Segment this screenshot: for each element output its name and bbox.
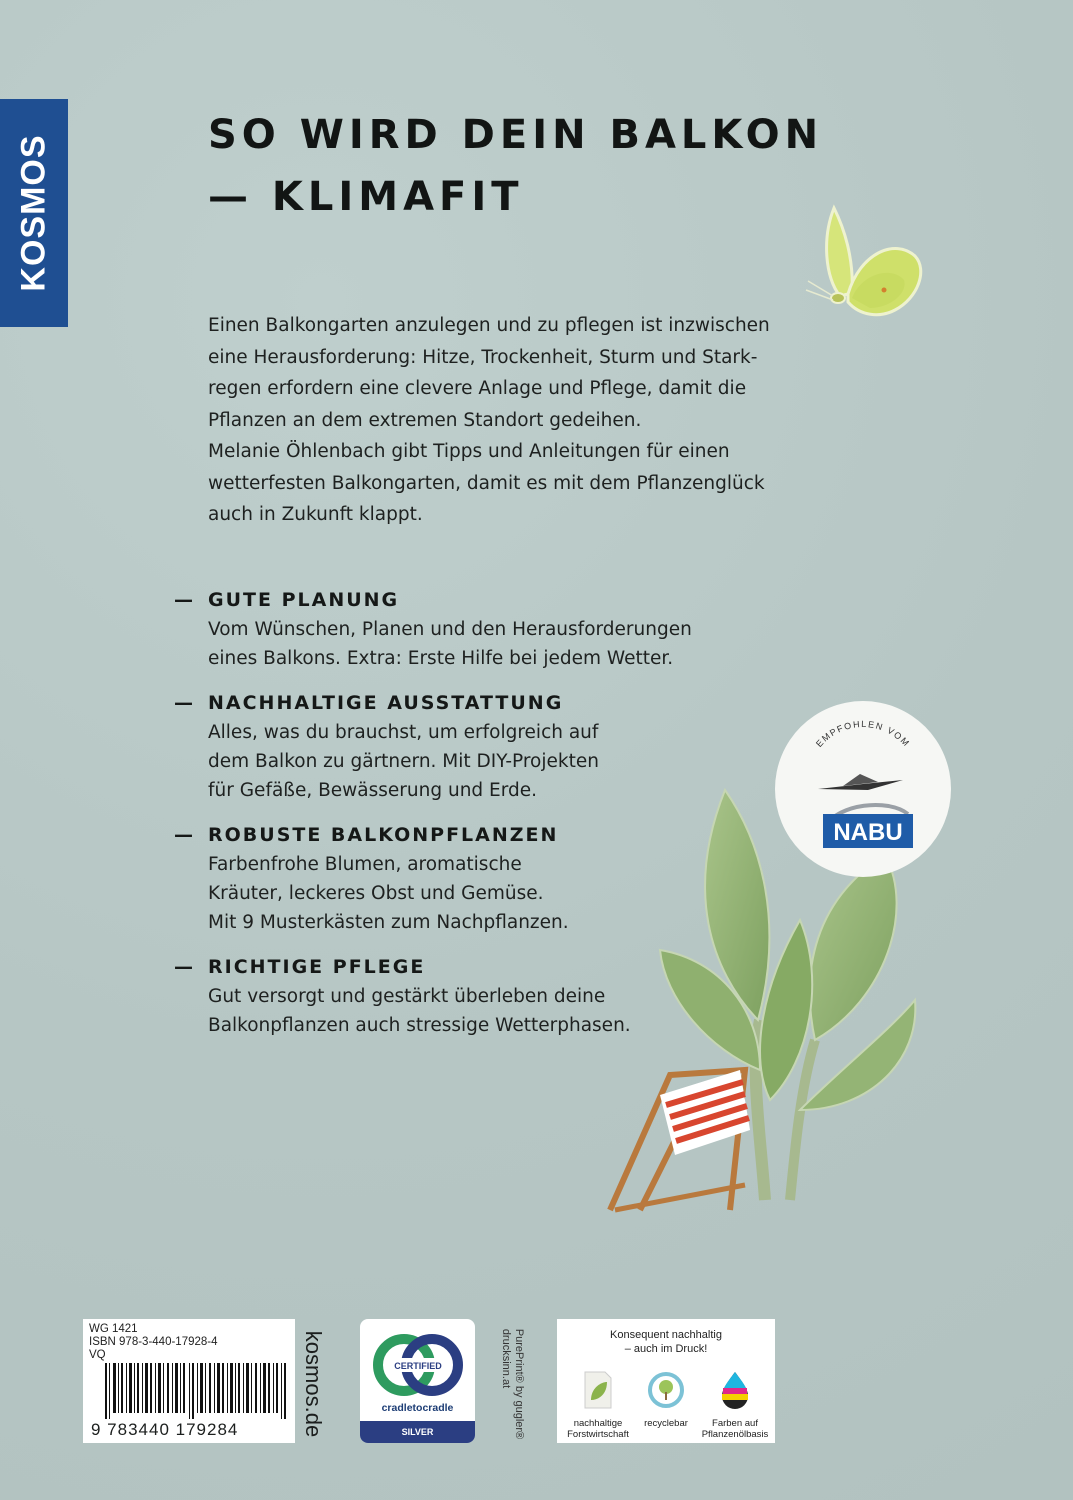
certified-text: CERTIFIED bbox=[394, 1361, 442, 1371]
headline-line-1: SO WIRD DEIN BALKON bbox=[208, 112, 824, 158]
sustainability-label: nachhaltige bbox=[573, 1418, 623, 1429]
wg-code: WG 1421 bbox=[89, 1323, 138, 1335]
blurb-line: wetterfesten Balkongarten, damit es mit dem Pflanzenglück bbox=[208, 472, 765, 494]
deck-chair-icon bbox=[610, 1070, 750, 1210]
feature-title-text: GUTE PLANUNG bbox=[208, 589, 400, 611]
feature-line: für Gefäße, Bewässerung und Erde. bbox=[208, 780, 538, 801]
publisher-name: KOSMOS bbox=[14, 134, 53, 292]
feature-title-text: RICHTIGE PFLEGE bbox=[208, 956, 426, 978]
barcode-digits: 9 783440 179284 bbox=[91, 1420, 239, 1439]
cradle-to-cradle-icon bbox=[372, 1327, 464, 1401]
cradle-certificate bbox=[360, 1319, 475, 1443]
dash: — bbox=[174, 589, 193, 611]
feature-line: Vom Wünschen, Planen und den Herausforderungen bbox=[208, 619, 692, 640]
feature-line: Kräuter, leckeres Obst und Gemüse. bbox=[208, 883, 544, 904]
feature-item bbox=[174, 586, 734, 673]
feature-line: eines Balkons. Extra: Erste Hilfe bei jedem Wetter. bbox=[208, 648, 674, 669]
butterfly-icon bbox=[806, 208, 921, 315]
nabu-badge bbox=[768, 694, 958, 884]
feature-title-text: NACHHALTIGE AUSSTATTUNG bbox=[208, 692, 564, 714]
printer-line: PurePrint® by gugler® bbox=[513, 1328, 525, 1440]
sustainability-label: Farben auf bbox=[712, 1418, 758, 1429]
sustainability-item bbox=[700, 1370, 770, 1440]
feature-line: Farbenfrohe Blumen, aromatische bbox=[208, 854, 522, 875]
feature-line: Mit 9 Musterkästen zum Nachpflanzen. bbox=[208, 912, 569, 933]
sustainability-heading-line: – auch im Druck! bbox=[624, 1343, 708, 1355]
barcode-icon bbox=[105, 1363, 289, 1419]
sustainability-label: Pflanzenölbasis bbox=[701, 1429, 769, 1440]
dash: — bbox=[174, 692, 193, 714]
blurb-line: eine Herausforderung: Hitze, Trockenheit, Sturm und Stark- bbox=[208, 346, 758, 368]
sustainability-label: Forstwirtschaft bbox=[567, 1429, 629, 1440]
sustainability-item bbox=[563, 1370, 633, 1440]
vq-code: VQ bbox=[89, 1349, 106, 1361]
feature-title-text: ROBUSTE BALKONPFLANZEN bbox=[208, 824, 559, 846]
feature-title bbox=[174, 689, 734, 718]
feature-line: Alles, was du brauchst, um erfolgreich auf bbox=[208, 722, 599, 743]
blurb-line: Melanie Öhlenbach gibt Tipps und Anleitungen für einen bbox=[208, 441, 730, 462]
feature-line: Gut versorgt und gestärkt überleben deine bbox=[208, 986, 606, 1007]
dash: — bbox=[174, 956, 193, 978]
cradle-label: cradletocradle bbox=[381, 1402, 454, 1414]
isbn-box bbox=[83, 1319, 295, 1443]
cradle-level: SILVER bbox=[360, 1421, 475, 1443]
printer-credit bbox=[499, 1329, 525, 1439]
blurb-line: regen erfordern eine clevere Anlage und Pflege, damit die bbox=[208, 378, 747, 399]
printer-line: drucksinn.at bbox=[500, 1328, 512, 1389]
headline bbox=[208, 104, 823, 228]
feature-line: Balkonpflanzen auch stressige Wetterphasen. bbox=[208, 1015, 631, 1036]
nabu-logo-text: NABU bbox=[833, 819, 903, 846]
sustainability-heading-line: Konsequent nachhaltig bbox=[610, 1329, 722, 1341]
website-link[interactable]: kosmos.de bbox=[301, 1330, 326, 1438]
dash: — bbox=[174, 824, 193, 846]
isbn-text: ISBN 978-3-440-17928-4 bbox=[89, 1336, 218, 1348]
blurb-text bbox=[208, 310, 828, 531]
sustainability-item bbox=[631, 1370, 701, 1429]
sustainability-heading bbox=[557, 1328, 775, 1356]
ink-drop-icon bbox=[718, 1370, 752, 1410]
blurb-line: Einen Balkongarten anzulegen und zu pflegen ist inzwischen bbox=[208, 315, 770, 336]
badge-top-text: EMPFOHLEN VOM bbox=[813, 718, 912, 749]
sustainability-label: recyclebar bbox=[644, 1418, 688, 1429]
blurb-line: auch in Zukunft klappt. bbox=[208, 504, 423, 525]
headline-line-2: — KLIMAFIT bbox=[208, 174, 524, 220]
sustainability-box bbox=[557, 1319, 775, 1443]
recycle-tree-icon bbox=[646, 1370, 686, 1410]
feature-line: dem Balkon zu gärtnern. Mit DIY-Projekten bbox=[208, 751, 599, 772]
blurb-line: Pflanzen an dem extremen Standort gedeihen. bbox=[208, 409, 642, 431]
feature-title bbox=[174, 586, 734, 615]
leaf-paper-icon bbox=[581, 1370, 615, 1410]
publisher-logo bbox=[0, 99, 68, 327]
